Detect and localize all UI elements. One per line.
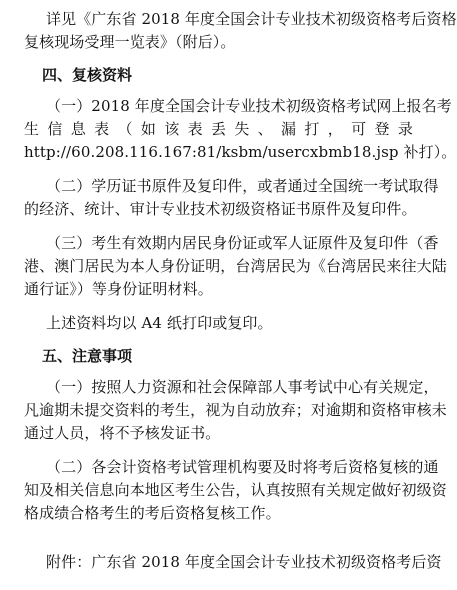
paragraph-line: 通行证》）等身份证明材料。 (24, 280, 213, 298)
intro-line-2: 复核现场受理一览表》（附后）。 (24, 33, 236, 51)
paragraph-line: （二）学历证书原件及复印件，或者通过全国统一考试取得 (46, 177, 439, 195)
section-4-item-3 (24, 232, 447, 301)
section-5-item-2 (24, 456, 447, 525)
section-5-item-1 (24, 376, 447, 445)
attachment-line: 附件：广东省 2018 年度全国会计专业技术初级资格考后资 (46, 553, 442, 571)
section-4-item-1 (24, 95, 457, 164)
spacer (24, 221, 413, 232)
spacer (24, 445, 413, 456)
spacer (24, 301, 413, 312)
paragraph-line: 港、澳门居民为本人身份证明，台湾居民为《台湾居民来往大陆 (24, 257, 447, 275)
section-4-heading: 四、复核资料 (42, 66, 133, 84)
paragraph-line: 凡逾期未提交资料的考生，视为自动放弃；对逾期和资格审核未 (24, 401, 447, 419)
intro-line-1: 详见《广东省 2018 年度全国会计专业技术初级资格考后资格 (46, 10, 457, 28)
paragraph-line: （一）按照人力资源和社会保障部人事考试中心有关规定， (46, 378, 439, 396)
section-4-item-2 (24, 175, 439, 221)
paragraph-line: （一）2018 年度全国会计专业技术初级资格考试网上报名考 (46, 97, 452, 115)
section-4-note: 上述资料均以 A4 纸打印或复印。 (46, 314, 273, 332)
paragraph-line: 知及相关信息向本地区考生公告，认真按照有关规定做好初级资 (24, 481, 447, 499)
section-5-heading: 五、注意事项 (42, 347, 133, 365)
spacer (24, 525, 413, 551)
spacer (24, 164, 413, 175)
paragraph-line: 通过人员，将不予核发证书。 (24, 424, 221, 442)
url-line: http://60.208.116.167:81/ksbm/usercxbmb18.jsp 补打）。 (24, 143, 457, 161)
paragraph-line: 的经济、统计、审计专业技术初级资格证书原件及复印件。 (24, 200, 417, 218)
paragraph-line: （二）各会计资格考试管理机构要及时将考后资格复核的通 (46, 458, 439, 476)
paragraph-line: 生信息表（如该表丢失、漏打，可登录 (24, 120, 413, 138)
paragraph-line: 格成绩合格考生的考后资格复核工作。 (24, 504, 281, 522)
paragraph-line: （三）考生有效期内居民身份证或军人证原件及复印件（香 (46, 234, 439, 252)
